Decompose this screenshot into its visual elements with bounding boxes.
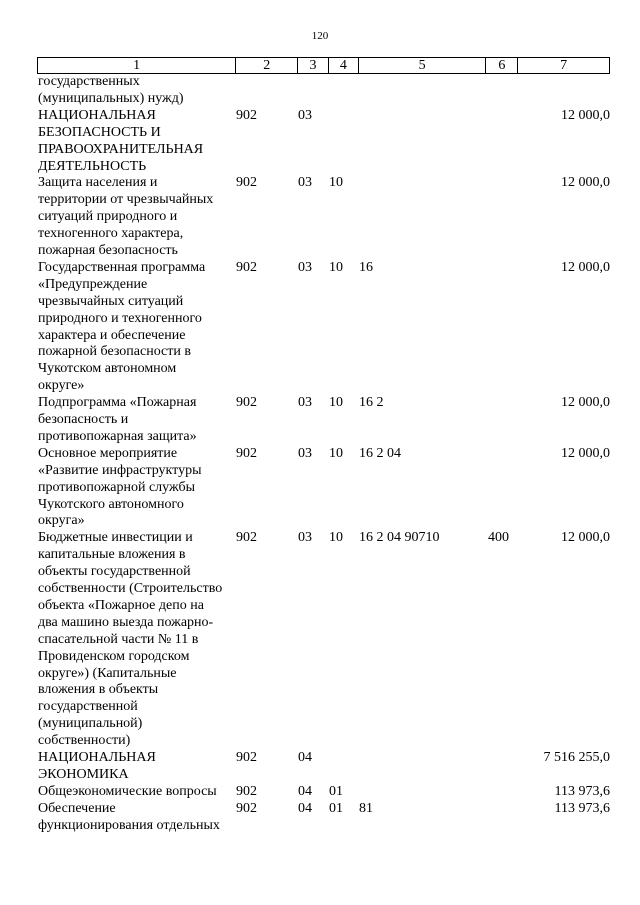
row-name-line: Защита населения и bbox=[38, 175, 158, 191]
row-name-line: пожарной безопасности в bbox=[38, 344, 191, 360]
table-row bbox=[0, 530, 640, 750]
row-name-line: пожарная безопасность bbox=[38, 243, 178, 259]
row-name-line: Общеэкономические вопросы bbox=[38, 783, 217, 799]
row-name-line: «Развитие инфраструктуры bbox=[38, 462, 202, 478]
row-name-line: БЕЗОПАСНОСТЬ И bbox=[38, 124, 161, 140]
row-name-line: ситуаций природного и bbox=[38, 209, 178, 225]
row-name-line: два машино выезда пожарно- bbox=[38, 614, 214, 630]
row-name-line: территории от чрезвычайных bbox=[38, 192, 214, 208]
row-name bbox=[38, 260, 205, 395]
header-col-6: 6 bbox=[486, 58, 518, 73]
header-col-5: 5 bbox=[359, 58, 487, 73]
table-row bbox=[0, 74, 640, 108]
row-name-line: НАЦИОНАЛЬНАЯ bbox=[38, 750, 156, 765]
header-col-3: 3 bbox=[298, 58, 329, 73]
row-name-line: ЭКОНОМИКА bbox=[38, 766, 129, 782]
page-number: 120 bbox=[311, 30, 329, 42]
row-name-line: техногенного характера, bbox=[38, 226, 184, 242]
row-col-3: 04 bbox=[298, 800, 312, 816]
table-row bbox=[0, 784, 640, 801]
row-col-6: 400 bbox=[488, 530, 509, 546]
row-name bbox=[38, 801, 220, 835]
row-col-7: 12 000,0 bbox=[561, 530, 610, 546]
row-col-3: 04 bbox=[298, 750, 312, 765]
row-name-line: ДЕЯТЕЛЬНОСТЬ bbox=[38, 158, 147, 174]
row-name-line: Обеспечение bbox=[38, 800, 116, 816]
row-col-4: 10 bbox=[329, 175, 343, 191]
row-col-4: 10 bbox=[329, 259, 343, 275]
row-col-5: 16 2 04 bbox=[359, 445, 401, 461]
row-col-4: 10 bbox=[329, 530, 343, 546]
row-col-2: 902 bbox=[236, 445, 257, 461]
row-col-7: 113 973,6 bbox=[554, 783, 610, 799]
row-name-line: округе» bbox=[38, 378, 85, 394]
row-col-2: 902 bbox=[236, 175, 257, 191]
row-name bbox=[38, 750, 156, 784]
row-col-3: 03 bbox=[298, 259, 312, 275]
row-col-5: 16 bbox=[359, 259, 373, 275]
row-col-2: 902 bbox=[236, 750, 257, 765]
row-name-line: округа» bbox=[38, 513, 85, 529]
row-col-2: 902 bbox=[236, 530, 257, 546]
row-col-7: 12 000,0 bbox=[561, 445, 610, 461]
row-name bbox=[38, 395, 197, 446]
row-col-7: 12 000,0 bbox=[561, 259, 610, 275]
header-col-4: 4 bbox=[329, 58, 359, 73]
row-col-2: 902 bbox=[236, 800, 257, 816]
row-name-line: Провиденском городском bbox=[38, 648, 190, 664]
row-col-7: 12 000,0 bbox=[561, 395, 610, 411]
row-col-2: 902 bbox=[236, 259, 257, 275]
row-name-line: собственности) bbox=[38, 733, 131, 749]
table-row bbox=[0, 260, 640, 395]
row-col-7: 12 000,0 bbox=[561, 175, 610, 191]
row-col-4: 01 bbox=[329, 783, 343, 799]
row-col-3: 03 bbox=[298, 175, 312, 191]
row-name-line: ПРАВООХРАНИТЕЛЬНАЯ bbox=[38, 141, 204, 157]
row-name bbox=[38, 784, 217, 801]
row-name-line: округе») (Капитальные bbox=[38, 665, 177, 681]
row-name-line: объекта «Пожарное депо на bbox=[38, 597, 204, 613]
table-row bbox=[0, 446, 640, 531]
row-name-line: Основное мероприятие bbox=[38, 445, 178, 461]
header-col-1: 1 bbox=[38, 58, 236, 73]
row-col-3: 04 bbox=[298, 783, 312, 799]
row-col-4: 01 bbox=[329, 800, 343, 816]
header-col-2: 2 bbox=[236, 58, 298, 73]
row-name bbox=[38, 108, 203, 176]
table-row bbox=[0, 750, 640, 784]
row-col-5: 81 bbox=[359, 800, 373, 816]
row-name-line: противопожарной службы bbox=[38, 479, 195, 495]
row-col-3: 03 bbox=[298, 445, 312, 461]
row-name-line: Чукотского автономного bbox=[38, 496, 184, 512]
table-header bbox=[37, 57, 610, 74]
row-col-7: 12 000,0 bbox=[561, 107, 610, 123]
header-col-7: 7 bbox=[560, 58, 568, 73]
row-name-line: «Предупреждение bbox=[38, 276, 148, 292]
row-col-2: 902 bbox=[236, 107, 257, 123]
row-col-3: 03 bbox=[298, 530, 312, 546]
row-name-line: чрезвычайных ситуаций bbox=[38, 293, 184, 309]
row-col-5: 16 2 bbox=[359, 395, 384, 411]
row-name bbox=[38, 446, 202, 531]
row-name bbox=[38, 530, 222, 750]
row-name-line: природного и техногенного bbox=[38, 310, 202, 326]
table-row bbox=[0, 175, 640, 260]
row-name-line: капитальные вложения в bbox=[38, 547, 186, 563]
row-col-4: 10 bbox=[329, 395, 343, 411]
row-name-line: собственности (Строительство bbox=[38, 581, 223, 597]
row-col-3: 03 bbox=[298, 107, 312, 123]
row-name-line: безопасность и bbox=[38, 412, 129, 427]
row-col-7: 113 973,6 bbox=[554, 800, 610, 816]
row-col-7: 7 516 255,0 bbox=[543, 750, 610, 765]
row-name-line: государственных bbox=[38, 74, 140, 89]
row-name-line: Чукотском автономном bbox=[38, 361, 177, 377]
row-name bbox=[38, 175, 213, 260]
row-name-line: характера и обеспечение bbox=[38, 327, 186, 343]
table-row bbox=[0, 801, 640, 835]
row-name-line: объекты государственной bbox=[38, 564, 191, 580]
row-name-line: Бюджетные инвестиции и bbox=[38, 530, 193, 546]
row-name-line: функционирования отдельных bbox=[38, 817, 220, 833]
row-name-line: НАЦИОНАЛЬНАЯ bbox=[38, 107, 156, 123]
row-col-3: 03 bbox=[298, 395, 312, 411]
row-name-line: спасательной части № 11 в bbox=[38, 631, 199, 647]
row-name-line: (муниципальной) bbox=[38, 716, 143, 732]
row-name-line: вложения в объекты bbox=[38, 682, 159, 698]
table-row bbox=[0, 395, 640, 446]
row-col-5: 16 2 04 90710 bbox=[359, 530, 440, 546]
row-name bbox=[38, 74, 184, 108]
row-col-2: 902 bbox=[236, 783, 257, 799]
row-name-line: противопожарная защита» bbox=[38, 428, 197, 444]
row-name-line: Государственная программа bbox=[38, 259, 206, 275]
row-col-4: 10 bbox=[329, 445, 343, 461]
row-col-2: 902 bbox=[236, 395, 257, 411]
row-name-line: (муниципальных) нужд) bbox=[38, 90, 184, 106]
row-name-line: Подпрограмма «Пожарная bbox=[38, 395, 197, 411]
table-row bbox=[0, 108, 640, 176]
row-name-line: государственной bbox=[38, 699, 138, 715]
